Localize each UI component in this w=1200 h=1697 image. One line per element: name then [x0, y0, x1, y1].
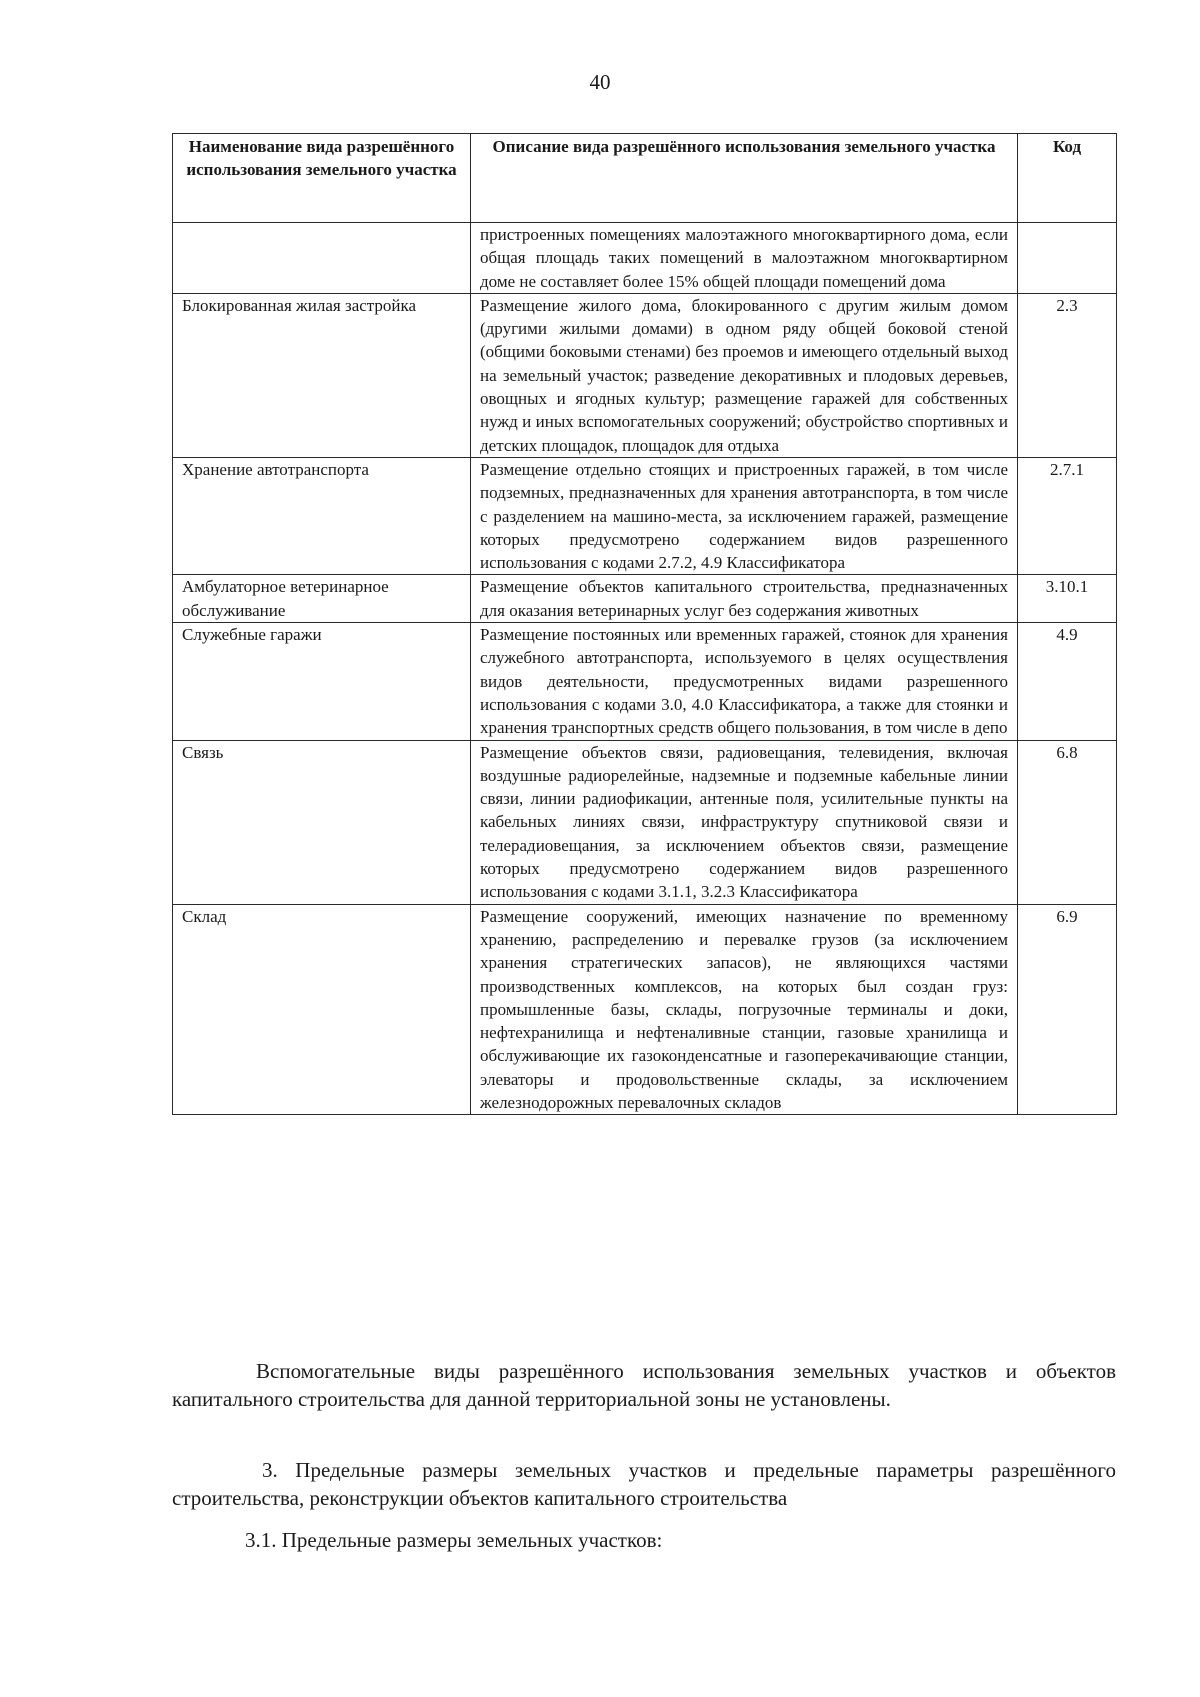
header-description: Описание вида разрешённого использования земельного участка	[471, 134, 1018, 223]
use-description: Размещение жилого дома, блокированного с другим жилым домом (другими жилыми домами) в одном ряду общей боковой стеной (общими боковыми стенами) без проемов и имеющего отдельный выход на земельный участок; разведение декоративных и плодовых деревьев, овощных и ягодных культур; размещение гаражей для собственных нужд и иных вспомогательных сооружений; обустройство спортивных и детских площадок, площадок для отдыха	[471, 293, 1018, 457]
use-code: 3.10.1	[1018, 575, 1117, 623]
use-name: Хранение автотранспорта	[173, 457, 471, 574]
table-row	[173, 293, 1117, 457]
use-name: Амбулаторное ветеринарное обслуживание	[173, 575, 471, 623]
table-row	[173, 904, 1117, 1115]
use-description: Размещение постоянных или временных гаражей, стоянок для хранения служебного автотранспорта, используемого в целях осуществления видов деятельности, предусмотренных видами разрешенного использования с кодами 3.0, 4.0 Классификатора, а также для стоянки и хранения транспортных средств общего пользования, в том числе в депо	[471, 623, 1018, 740]
section-3-heading: 3. Предельные размеры земельных участков и предельные параметры разрешённого строительства, реконструкции объектов капитального строительства	[172, 1458, 1116, 1510]
table-row	[173, 223, 1117, 294]
use-description: пристроенных помещениях малоэтажного многоквартирного дома, если общая площадь таких помещений в малоэтажном многоквартирном доме не составляет более 15% общей площади помещений дома	[471, 223, 1018, 294]
use-name: Блокированная жилая застройка	[173, 293, 471, 457]
use-description: Размещение объектов связи, радиовещания, телевидения, включая воздушные радиорелейные, надземные и подземные кабельные линии связи, линии радиофикации, антенные поля, усилительные пункты на кабельных линиях связи, инфраструктуру спутниковой связи и телерадиовещания, за исключением объектов связи, размещение которых предусмотрено содержанием видов разрешенного использования с кодами 3.1.1, 3.2.3 Классификатора	[471, 740, 1018, 904]
table-row	[173, 623, 1117, 740]
use-name: Склад	[173, 904, 471, 1115]
header-code: Код	[1018, 134, 1117, 223]
use-code: 4.9	[1018, 623, 1117, 740]
use-code: 6.9	[1018, 904, 1117, 1115]
section-3-1-heading: 3.1. Предельные размеры земельных участков:	[245, 1528, 663, 1552]
page-number: 40	[589, 70, 611, 94]
table-row	[173, 457, 1117, 574]
auxiliary-uses-paragraph: Вспомогательные виды разрешённого использования земельных участков и объектов капитального строительства для данной территориальной зоны не установлены.	[172, 1359, 1116, 1411]
use-code: 2.7.1	[1018, 457, 1117, 574]
use-description: Размещение отдельно стоящих и пристроенных гаражей, в том числе подземных, предназначенных для хранения автотранспорта, в том числе с разделением на машино-места, за исключением гаражей, размещение которых предусмотрено содержанием видов разрешенного использования с кодами 2.7.2, 4.9 Классификатора	[471, 457, 1018, 574]
table-header-row	[173, 134, 1117, 223]
use-code: 2.3	[1018, 293, 1117, 457]
use-code: 6.8	[1018, 740, 1117, 904]
use-name	[173, 223, 471, 294]
use-description: Размещение объектов капитального строительства, предназначенных для оказания ветеринарных услуг без содержания животных	[471, 575, 1018, 623]
use-name: Служебные гаражи	[173, 623, 471, 740]
table-row	[173, 740, 1117, 904]
permitted-uses-table	[172, 133, 1117, 1115]
use-description: Размещение сооружений, имеющих назначение по временному хранению, распределению и перевалке грузов (за исключением хранения стратегических запасов), не являющихся частями производственных комплексов, на которых был создан груз: промышленные базы, склады, погрузочные терминалы и доки, нефтехранилища и нефтеналивные станции, газовые хранилища и обслуживающие их газоконденсатные и газоперекачивающие станции, элеваторы и продовольственные склады, за исключением железнодорожных перевалочных складов	[471, 904, 1018, 1115]
use-code	[1018, 223, 1117, 294]
use-name: Связь	[173, 740, 471, 904]
table-row	[173, 575, 1117, 623]
header-name: Наименование вида разрешённого использования земельного участка	[173, 134, 471, 223]
